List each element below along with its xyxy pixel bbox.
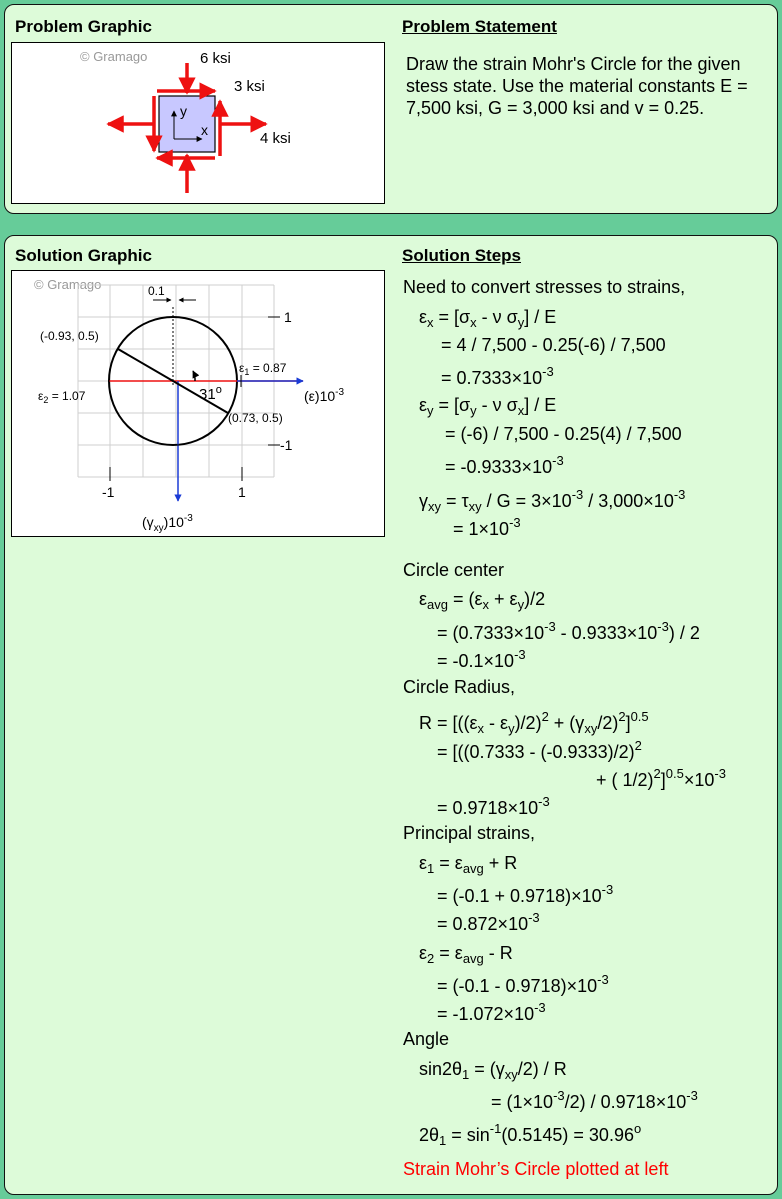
problem-statement-text: Draw the strain Mohr's Circle for the given stess state. Use the material constants E = 7,500 ksi, G = 3,000 ksi and v = 0.25.: [406, 54, 748, 118]
sigma-x-label: 4 ksi: [260, 130, 291, 147]
problem-graphic: [11, 42, 385, 204]
step-ex-val1: = 4 / 7,500 - 0.25(-6) / 7,500: [441, 335, 666, 355]
step-e2-def: $\varepsilon_2 = \varepsilon_{avg} - R$: [419, 943, 513, 966]
tick-xneg1: -1: [102, 484, 115, 500]
tick-neg1: -1: [280, 437, 293, 453]
step-e2-val2: = $-1.072\times 10^{-3}$: [437, 1000, 546, 1024]
step-conclusion: Strain Mohr’s Circle plotted at left: [403, 1159, 669, 1179]
problem-statement-heading: Problem Statement: [402, 17, 557, 36]
step-ex-val2: = $0.7333\times 10^{-3}$: [441, 364, 554, 388]
step-sin-val1: = $(1\times 10^{-3}/2) / 0.9718\times 10^{-3}$: [491, 1088, 698, 1112]
eps1-label: $\varepsilon_1 = 0.87$: [239, 361, 287, 377]
x-axis-label: x: [201, 122, 208, 138]
step-e1-val1: = $(-0.1 + 0.9718)\times 10^{-3}$: [437, 882, 614, 906]
step-theta-val: $2\theta_1 = \sin^{-1}(0.5145) = 30.96^o$: [419, 1121, 642, 1148]
solution-graphic-heading: Solution Graphic: [15, 246, 152, 265]
angle-label: 31$^o$: [199, 384, 222, 403]
tick-pos1: 1: [284, 309, 292, 325]
step-principal-heading: Principal strains,: [403, 823, 536, 843]
step-angle-heading: Angle: [403, 1029, 450, 1049]
step-ey-val1: = (-6) / 7,500 - 0.25(4) / 7,500: [445, 424, 682, 444]
problem-panel: [4, 4, 778, 214]
gamma-axis-label: $(\gamma_{xy})10^{-3}$: [142, 513, 193, 534]
step-center-heading: Circle center: [403, 560, 505, 580]
step-sin-def: $\sin 2\theta_1 = (\gamma_{xy}/2) / R$: [419, 1059, 567, 1082]
step-gxy-def: $\gamma_{xy} = \tau_{xy} / G = 3\times 10^{-3} / 3,000\times 10^{-3}$: [419, 487, 686, 514]
step-radius-heading: Circle Radius,: [403, 677, 516, 697]
step-r-val1: = [((0.7333 - (-0.9333)/2)$^2$: [437, 738, 642, 762]
step-ex-def: $\varepsilon_x = [\sigma_x - \nu$ $\sigma_y$] / E: [419, 307, 557, 330]
copyright-notice: © Gramago: [34, 277, 102, 292]
eps2-label: $\varepsilon_2 = 1.07$: [38, 389, 86, 405]
step-intro: Need to convert stresses to strains,: [403, 277, 686, 297]
step-r-def: $R = [((\varepsilon_x - \varepsilon_y)/2)^2 + (\gamma_{xy}/2)^2]^{0.5}$: [419, 709, 649, 736]
step-r-val1b: + ( $1/2)^2]^{0.5}\times 10^{-3}$: [596, 766, 726, 790]
y-axis-label: y: [180, 103, 187, 119]
center-offset-label: 0.1: [148, 284, 165, 298]
tick-x1: 1: [238, 484, 246, 500]
step-r-val2: = $0.9718\times 10^{-3}$: [437, 794, 550, 818]
solution-steps-heading: Solution Steps: [402, 246, 521, 265]
mohr-circle-graphic: [11, 270, 385, 537]
stress-element-diagram: [12, 43, 384, 203]
step-avg-val1: = $(0.7333\times 10^{-3} - 0.9333\times 10^{-3}) / 2$: [437, 619, 700, 643]
step-ey-def: $\varepsilon_y = [\sigma_y - \nu$ $\sigma_x$] / E: [419, 395, 557, 418]
epsilon-axis-label: $(\varepsilon)10^{-3}$: [304, 387, 345, 404]
point-b-label: (0.73, 0.5): [228, 411, 283, 425]
step-ey-val2: = $-0.9333\times 10^{-3}$: [445, 453, 564, 477]
problem-graphic-heading: Problem Graphic: [15, 17, 152, 36]
sigma-y-label: 6 ksi: [200, 50, 231, 67]
copyright-notice: © Gramago: [80, 49, 148, 64]
point-a-label: (-0.93, 0.5): [40, 329, 99, 343]
step-avg-val2: = $-0.1\times 10^{-3}$: [437, 647, 526, 671]
step-e2-val1: = $(-0.1 - 0.9718)\times 10^{-3}$: [437, 972, 609, 996]
step-avg-def: $\varepsilon_{avg} = (\varepsilon_x + \varepsilon_y)/2$: [419, 589, 546, 612]
step-e1-def: $\varepsilon_1 = \varepsilon_{avg} + R$: [419, 853, 518, 876]
tau-label: 3 ksi: [234, 78, 265, 95]
step-e1-val2: = $0.872\times 10^{-3}$: [437, 910, 540, 934]
solution-panel: [4, 235, 778, 1195]
step-gxy-val2: = $1\times 10^{-3}$: [453, 515, 521, 539]
mohr-circle-diagram: [12, 271, 384, 536]
